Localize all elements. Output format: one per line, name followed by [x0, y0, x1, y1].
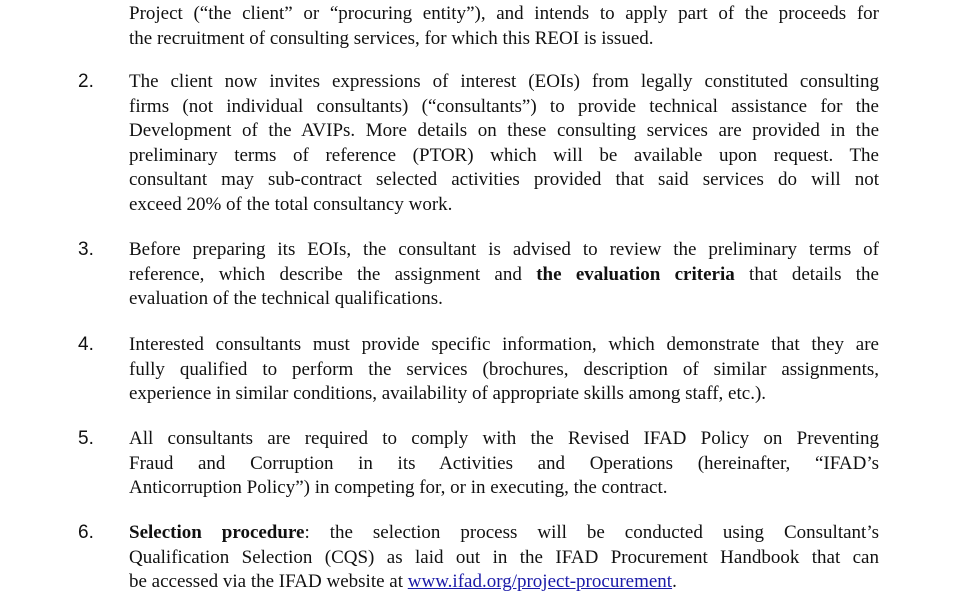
paragraph-line: firms (not individual consultants) (“consultants”) to provide technical assistance for the: [129, 95, 879, 117]
paragraph-number: 4.: [78, 334, 94, 355]
paragraph-line: Anticorruption Policy”) in competing for, or in executing, the contract.: [129, 477, 668, 498]
paragraph-line: Interested consultants must provide specific information, which demonstrate that they are: [129, 334, 879, 355]
paragraph-line: fully qualified to perform the services (brochures, description of similar assignments,: [129, 358, 879, 380]
paragraph-5-text: [129, 427, 879, 501]
line-text: reference, which describe the assignment and: [129, 263, 537, 285]
paragraph-line: [129, 263, 879, 288]
intro-line: Project (“the client” or “procuring entity”), and intends to apply part of the proceeds for: [129, 3, 879, 24]
paragraph-number: 6.: [78, 522, 94, 543]
paragraph-line: [129, 521, 879, 546]
paragraph-line: preliminary terms of reference (PTOR) which will be available upon request. The: [129, 144, 879, 166]
paragraph-4-text: [129, 333, 879, 407]
paragraph-line: All consultants are required to comply with the Revised IFAD Policy on Preventing: [129, 428, 879, 449]
paragraph-2-text: [129, 70, 879, 217]
paragraph-line: consultant may sub-contract selected activities provided that said services do will not: [129, 169, 879, 190]
paragraph-line: [129, 570, 879, 595]
paragraph-line: exceed 20% of the total consultancy work.: [129, 193, 453, 215]
line-text: be accessed via the IFAD website at: [129, 571, 408, 592]
paragraph-3-text: [129, 238, 879, 312]
paragraph-number: 3.: [78, 239, 94, 260]
paragraph-line: Before preparing its EOIs, the consultant is advised to review the preliminary terms of: [129, 239, 879, 260]
line-text: : the selection process will be conducted using Consultant’s: [304, 522, 879, 543]
paragraph-line: Development of the AVIPs. More details on these consulting services are provided in the: [129, 120, 879, 141]
ifad-procurement-link[interactable]: www.ifad.org/project-procurement: [407, 571, 673, 592]
line-text: .: [672, 571, 677, 592]
paragraph-number: 2.: [78, 71, 94, 92]
paragraph-line: Fraud and Corruption in its Activities and Operations (hereinafter, “IFAD’s: [129, 452, 879, 474]
paragraph-line: Qualification Selection (CQS) as laid out in the IFAD Procurement Handbook that can: [129, 546, 879, 568]
paragraph-line: evaluation of the technical qualifications.: [129, 288, 443, 309]
line-text: that details the: [734, 263, 879, 285]
intro-text: [129, 2, 879, 51]
selection-procedure-bold: Selection procedure: [129, 522, 305, 543]
paragraph-line: experience in similar conditions, availability of appropriate skills among staff, etc.).: [129, 383, 767, 404]
paragraph-6-text: [129, 521, 879, 595]
evaluation-criteria-bold: the evaluation criteria: [536, 263, 735, 285]
paragraph-line: The client now invites expressions of interest (EOIs) from legally constituted consulting: [129, 71, 879, 92]
intro-line: the recruitment of consulting services, for which this REOI is issued.: [129, 27, 654, 49]
paragraph-number: 5.: [78, 428, 94, 449]
